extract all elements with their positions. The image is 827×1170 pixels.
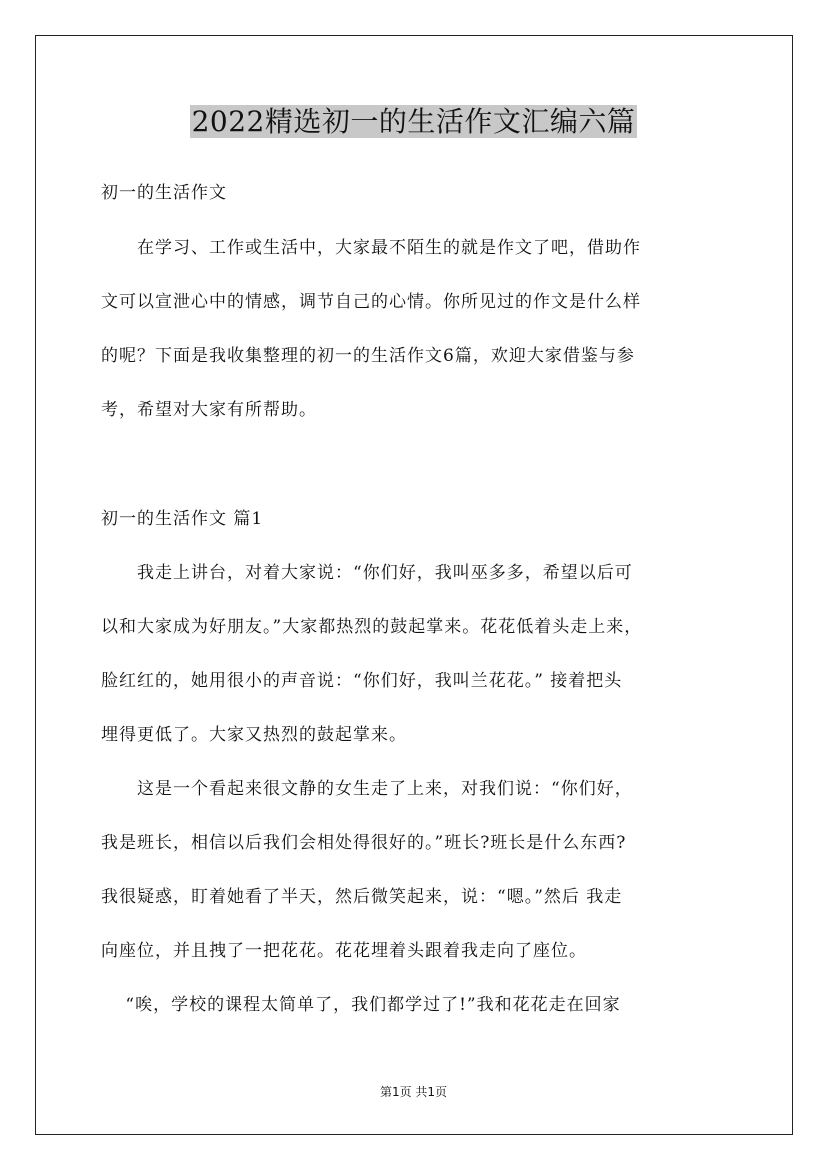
- paragraph-line: 这是一个看起来很文静的女生走了上来，对我们说：“你们好，: [101, 779, 633, 799]
- paragraph-line: 以和大家成为好朋友。”大家都热烈的鼓起掌来。花花低着头走上来，: [101, 617, 643, 637]
- paragraph-line: 脸红红的，她用很小的声音说：“你们好，我叫兰花花。” 接着把头: [101, 671, 623, 691]
- paragraph-line: 在学习、工作或生活中，大家最不陌生的就是作文了吧，借助作: [101, 238, 641, 258]
- page-footer: 第1页 共1页: [379, 1085, 448, 1099]
- paragraph-line: 埋得更低了。大家又热烈的鼓起掌来。: [101, 725, 407, 745]
- paragraph-line: 我是班长，相信以后我们会相处得很好的。”班长?班长是什么东西?: [101, 833, 627, 853]
- section-heading: 初一的生活作文: [101, 183, 227, 203]
- paragraph-line: “唉，学校的课程太简单了，我们都学过了!”我和花花走在回家: [101, 995, 621, 1015]
- paragraph-line: 向座位，并且拽了一把花花。花花埋着头跟着我走向了座位。: [101, 941, 587, 961]
- paragraph-line: 我走上讲台，对着大家说：“你们好，我叫巫多多，希望以后可: [101, 563, 633, 583]
- document-title: 2022精选初一的生活作文汇编六篇: [191, 105, 636, 138]
- paragraph-line: 考，希望对大家有所帮助。: [101, 400, 317, 420]
- paragraph-line: 文可以宣泄心中的情感，调节自己的心情。你所见过的作文是什么样: [101, 292, 641, 312]
- section-heading: 初一的生活作文 篇1: [101, 509, 264, 529]
- paragraph-line: 我很疑惑，盯着她看了半天，然后微笑起来，说：“嗯。”然后 我走: [101, 887, 623, 907]
- paragraph-line: 的呢？下面是我收集整理的初一的生活作文6篇，欢迎大家借鉴与参: [101, 346, 635, 366]
